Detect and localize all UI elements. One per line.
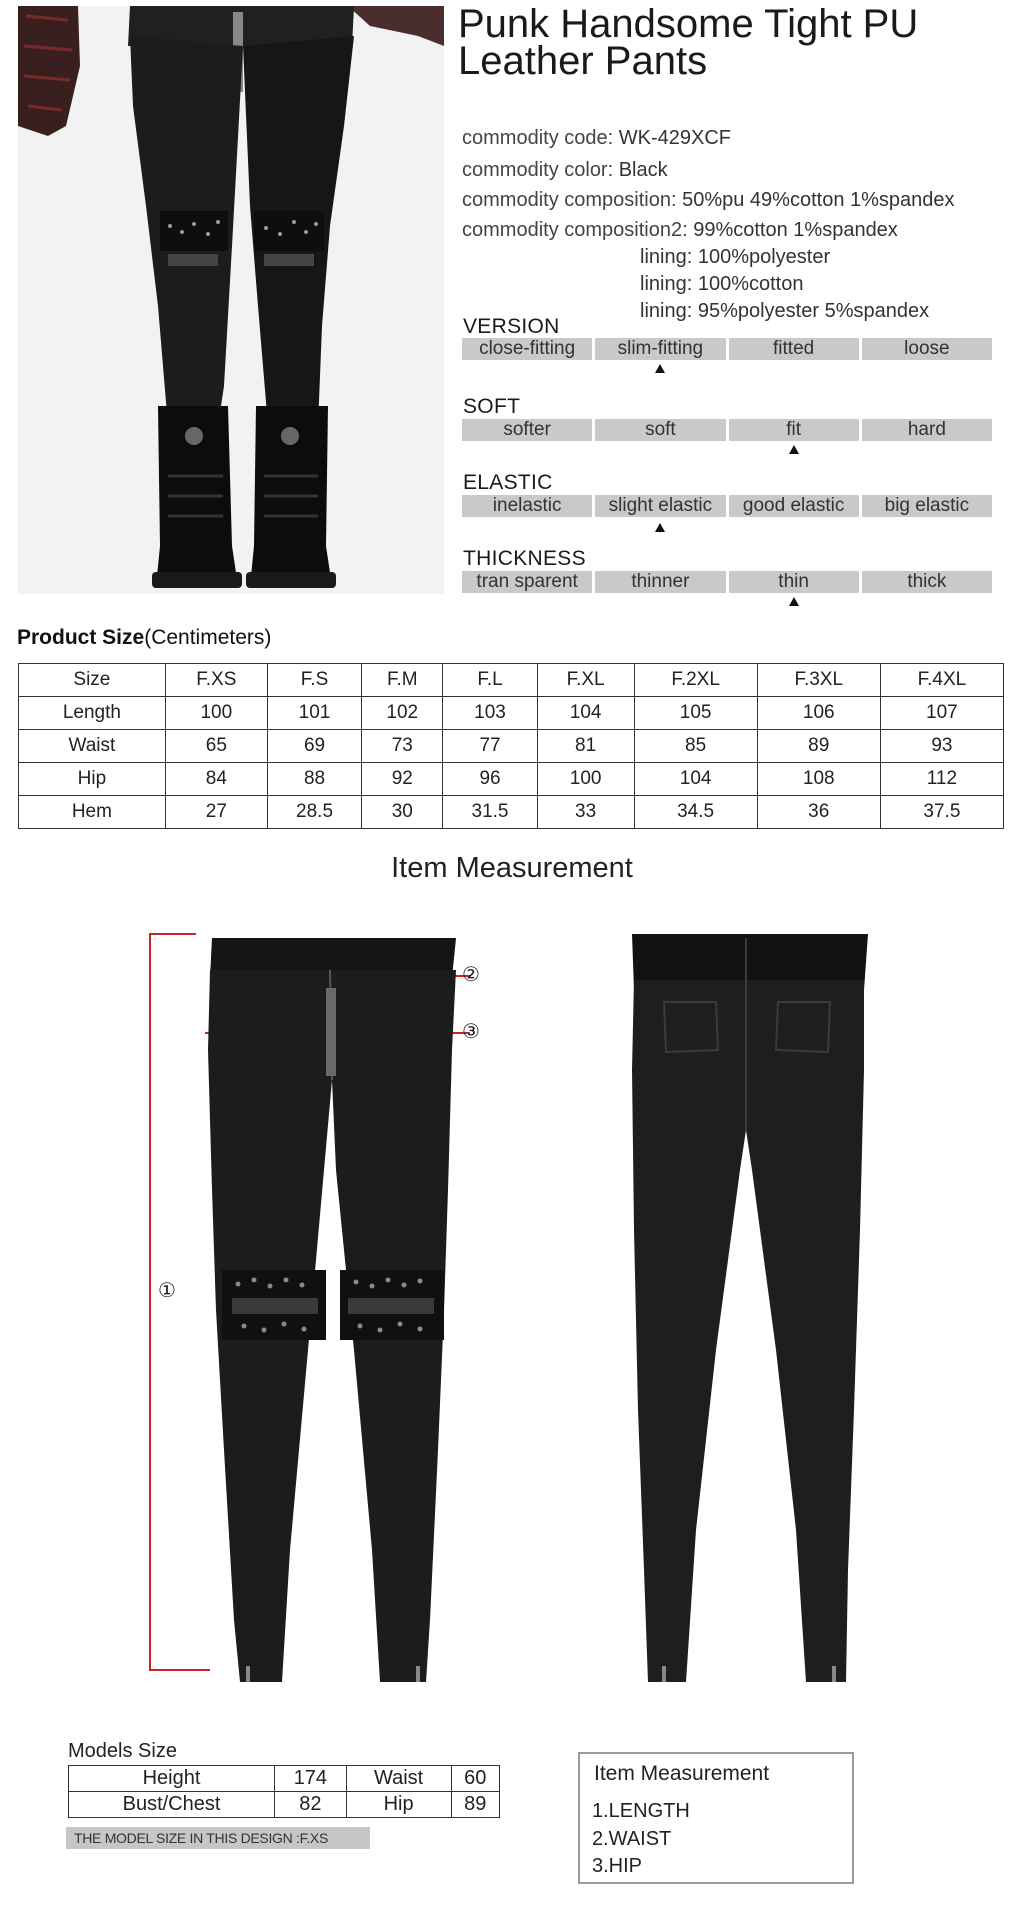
table-cell: 101 — [267, 697, 361, 730]
table-cell: 85 — [634, 730, 757, 763]
table-cell: 73 — [362, 730, 443, 763]
scale-option: slight elastic — [595, 495, 725, 517]
table-cell: 112 — [880, 763, 1003, 796]
info-commodity-color: commodity color: Black — [462, 159, 668, 181]
table-cell: Hip — [19, 763, 166, 796]
table-cell: 81 — [537, 730, 634, 763]
table-cell: 69 — [267, 730, 361, 763]
product-title-line2: Leather Pants — [458, 39, 708, 83]
table-cell: Size — [19, 664, 166, 697]
model-size-note: THE MODEL SIZE IN THIS DESIGN :F.XS — [66, 1827, 370, 1849]
table-cell: 89 — [451, 1792, 500, 1818]
info-commodity-composition: commodity composition: 50%pu 49%cotton 1%spandex — [462, 189, 955, 211]
attr-elastic-scale — [462, 495, 992, 517]
front-pants-image — [190, 930, 480, 1690]
table-cell: 60 — [451, 1766, 500, 1792]
marker-waist: ② — [462, 964, 480, 986]
product-title-line1: Punk Handsome Tight PU — [458, 2, 919, 46]
scale-option: slim-fitting — [595, 338, 725, 360]
product-photo — [18, 6, 444, 594]
attr-version-marker-icon — [655, 364, 665, 373]
table-cell: 34.5 — [634, 796, 757, 829]
size-chart-heading: Product Size(Centimeters) — [17, 626, 272, 649]
table-cell: F.3XL — [757, 664, 880, 697]
attr-soft-scale — [462, 419, 992, 441]
scale-option: close-fitting — [462, 338, 592, 360]
table-cell: 82 — [275, 1792, 347, 1818]
legend-item-length: 1.LENGTH — [592, 1800, 690, 1822]
table-cell: F.XL — [537, 664, 634, 697]
table-row — [19, 796, 1004, 829]
size-chart-table — [18, 663, 1004, 829]
table-cell: 88 — [267, 763, 361, 796]
table-cell: Waist — [19, 730, 166, 763]
table-cell: 30 — [362, 796, 443, 829]
scale-option: inelastic — [462, 495, 592, 517]
table-cell: 174 — [275, 1766, 347, 1792]
table-row — [19, 697, 1004, 730]
table-cell: Bust/Chest — [69, 1792, 275, 1818]
table-cell: 96 — [443, 763, 537, 796]
legend-title: Item Measurement — [594, 1762, 770, 1785]
lining-row-1: lining: 100%polyester — [640, 246, 831, 268]
attr-thickness-marker-icon — [789, 597, 799, 606]
attr-thickness-scale — [462, 571, 992, 593]
table-cell: 102 — [362, 697, 443, 730]
scale-option: fit — [729, 419, 859, 441]
marker-length: ① — [158, 1280, 176, 1302]
table-cell: 77 — [443, 730, 537, 763]
table-cell: 106 — [757, 697, 880, 730]
table-cell: 100 — [537, 763, 634, 796]
table-cell: 108 — [757, 763, 880, 796]
scale-option: loose — [862, 338, 992, 360]
table-cell: 100 — [165, 697, 267, 730]
table-cell: 104 — [537, 697, 634, 730]
table-cell: 92 — [362, 763, 443, 796]
table-row — [19, 763, 1004, 796]
legend-item-hip: 3.HIP — [592, 1855, 643, 1877]
lining-row-2: lining: 100%cotton — [640, 273, 804, 295]
scale-option: fitted — [729, 338, 859, 360]
scale-option: soft — [595, 419, 725, 441]
table-cell: 33 — [537, 796, 634, 829]
scale-option: thick — [862, 571, 992, 593]
table-cell: Hem — [19, 796, 166, 829]
scale-option: thinner — [595, 571, 725, 593]
table-cell: Waist — [346, 1766, 451, 1792]
attr-version-title: VERSION — [463, 315, 560, 338]
table-cell: 65 — [165, 730, 267, 763]
table-row — [19, 664, 1004, 697]
scale-option: tran sparent — [462, 571, 592, 593]
attr-thickness-title: THICKNESS — [463, 547, 586, 570]
table-cell: Hip — [346, 1792, 451, 1818]
attr-soft-title: SOFT — [463, 395, 521, 418]
table-cell: Length — [19, 697, 166, 730]
table-cell: F.M — [362, 664, 443, 697]
product-title — [458, 2, 1018, 83]
table-cell: F.L — [443, 664, 537, 697]
attr-soft-marker-icon — [789, 445, 799, 454]
table-cell: F.4XL — [880, 664, 1003, 697]
info-commodity-composition2: commodity composition2: 99%cotton 1%spandex — [462, 219, 898, 241]
models-size-title: Models Size — [68, 1740, 177, 1762]
attr-version-scale — [462, 338, 992, 360]
scale-option: hard — [862, 419, 992, 441]
table-cell: F.XS — [165, 664, 267, 697]
table-cell: 104 — [634, 763, 757, 796]
attr-elastic-title: ELASTIC — [463, 471, 553, 494]
table-cell: 89 — [757, 730, 880, 763]
table-cell: 84 — [165, 763, 267, 796]
table-cell: 36 — [757, 796, 880, 829]
scale-option: thin — [729, 571, 859, 593]
table-row — [69, 1766, 500, 1792]
table-cell: 105 — [634, 697, 757, 730]
table-cell: 28.5 — [267, 796, 361, 829]
marker-hip: ③ — [462, 1021, 480, 1043]
table-cell: 37.5 — [880, 796, 1003, 829]
table-cell: Height — [69, 1766, 275, 1792]
table-cell: 31.5 — [443, 796, 537, 829]
models-size-table — [68, 1765, 500, 1818]
table-cell: 103 — [443, 697, 537, 730]
table-cell: 93 — [880, 730, 1003, 763]
item-measurement-heading: Item Measurement — [391, 852, 633, 884]
attr-elastic-marker-icon — [655, 523, 665, 532]
table-cell: F.2XL — [634, 664, 757, 697]
info-commodity-code: commodity code: WK-429XCF — [462, 127, 731, 149]
lining-row-3: lining: 95%polyester 5%spandex — [640, 300, 930, 322]
back-pants-image — [626, 930, 876, 1690]
scale-option: softer — [462, 419, 592, 441]
legend-item-waist: 2.WAIST — [592, 1828, 672, 1850]
table-cell: 107 — [880, 697, 1003, 730]
table-cell: F.S — [267, 664, 361, 697]
table-cell: 27 — [165, 796, 267, 829]
table-row — [19, 730, 1004, 763]
scale-option: big elastic — [862, 495, 992, 517]
table-row — [69, 1792, 500, 1818]
scale-option: good elastic — [729, 495, 859, 517]
